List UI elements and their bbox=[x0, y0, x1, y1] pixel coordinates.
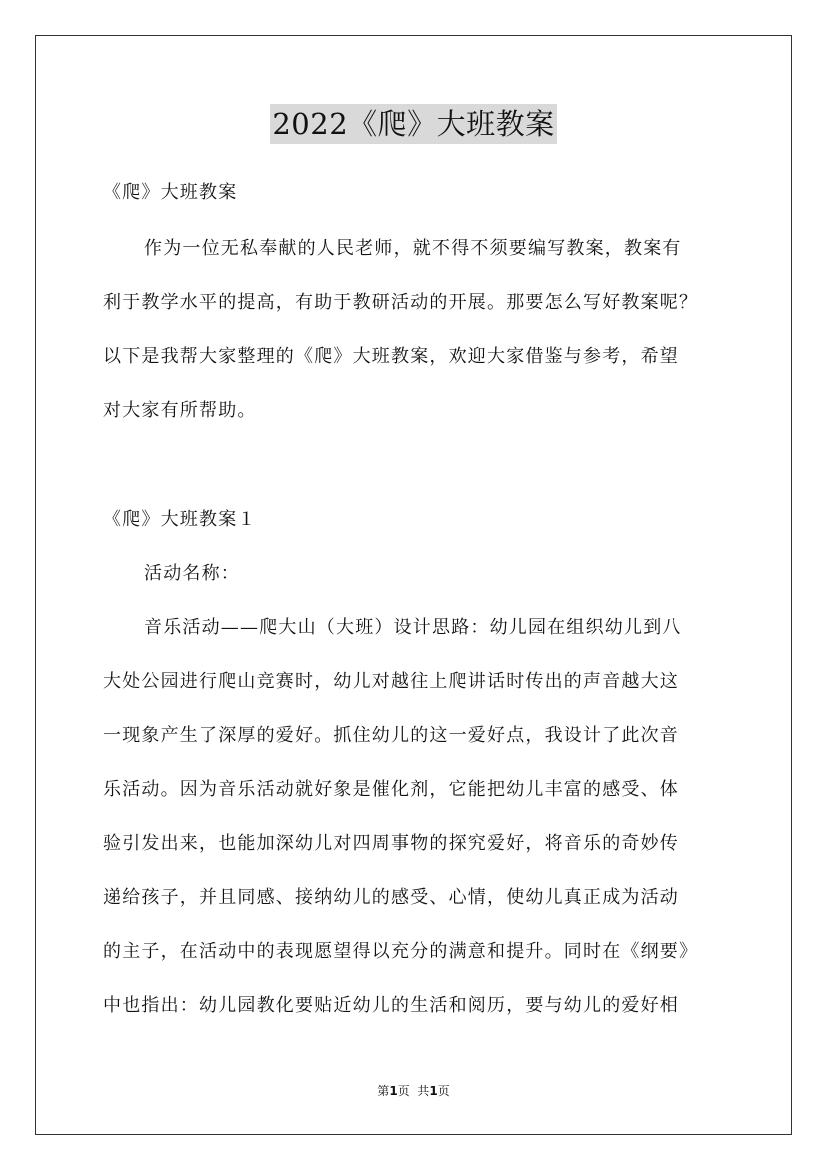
footer-page-mid: 页 共 bbox=[397, 1084, 430, 1098]
body-line-6: 递给孩子，并且同感、接纳幼儿的感受、心情，使幼儿真正成为活动 bbox=[103, 887, 679, 908]
footer-page-suffix: 页 bbox=[437, 1084, 450, 1098]
footer-page-current: 1 bbox=[389, 1084, 398, 1098]
intro-line-3: 以下是我帮大家整理的《爬》大班教案，欢迎大家借鉴与参考，希望 bbox=[103, 346, 679, 367]
document-title: 2022《爬》大班教案 bbox=[270, 104, 556, 144]
activity-name-label: 活动名称： bbox=[144, 563, 240, 584]
title-container bbox=[0, 104, 827, 144]
intro-line-1: 作为一位无私奉献的人民老师，就不得不须要编写教案，教案有 bbox=[144, 238, 682, 259]
intro-line-2: 利于教学水平的提高，有助于教研活动的开展。那要怎么写好教案呢？ bbox=[103, 292, 699, 313]
body-line-4: 乐活动。因为音乐活动就好象是催化剂，它能把幼儿丰富的感受、体 bbox=[103, 779, 679, 800]
page-footer bbox=[0, 1083, 827, 1099]
body-line-5: 验引发出来，也能加深幼儿对四周事物的探究爱好，将音乐的奇妙传 bbox=[103, 833, 679, 854]
body-line-2: 大处公园进行爬山竞赛时，幼儿对越往上爬讲话时传出的声音越大这 bbox=[103, 671, 679, 692]
body-line-3: 一现象产生了深厚的爱好。抓住幼儿的这一爱好点，我设计了此次音 bbox=[103, 725, 679, 746]
lesson-heading: 《爬》大班教案１ bbox=[103, 509, 257, 530]
body-line-7: 的主子，在活动中的表现愿望得以充分的满意和提升。同时在《纲要》 bbox=[103, 941, 699, 962]
footer-page-total: 1 bbox=[429, 1084, 438, 1098]
section-heading: 《爬》大班教案 bbox=[103, 182, 238, 203]
footer-page-prefix: 第 bbox=[377, 1084, 390, 1098]
intro-line-4: 对大家有所帮助。 bbox=[103, 400, 257, 421]
body-line-1: 音乐活动——爬大山（大班）设计思路：幼儿园在组织幼儿到八 bbox=[144, 617, 682, 638]
body-line-8: 中也指出：幼儿园教化要贴近幼儿的生活和阅历，要与幼儿的爱好相 bbox=[103, 995, 679, 1016]
